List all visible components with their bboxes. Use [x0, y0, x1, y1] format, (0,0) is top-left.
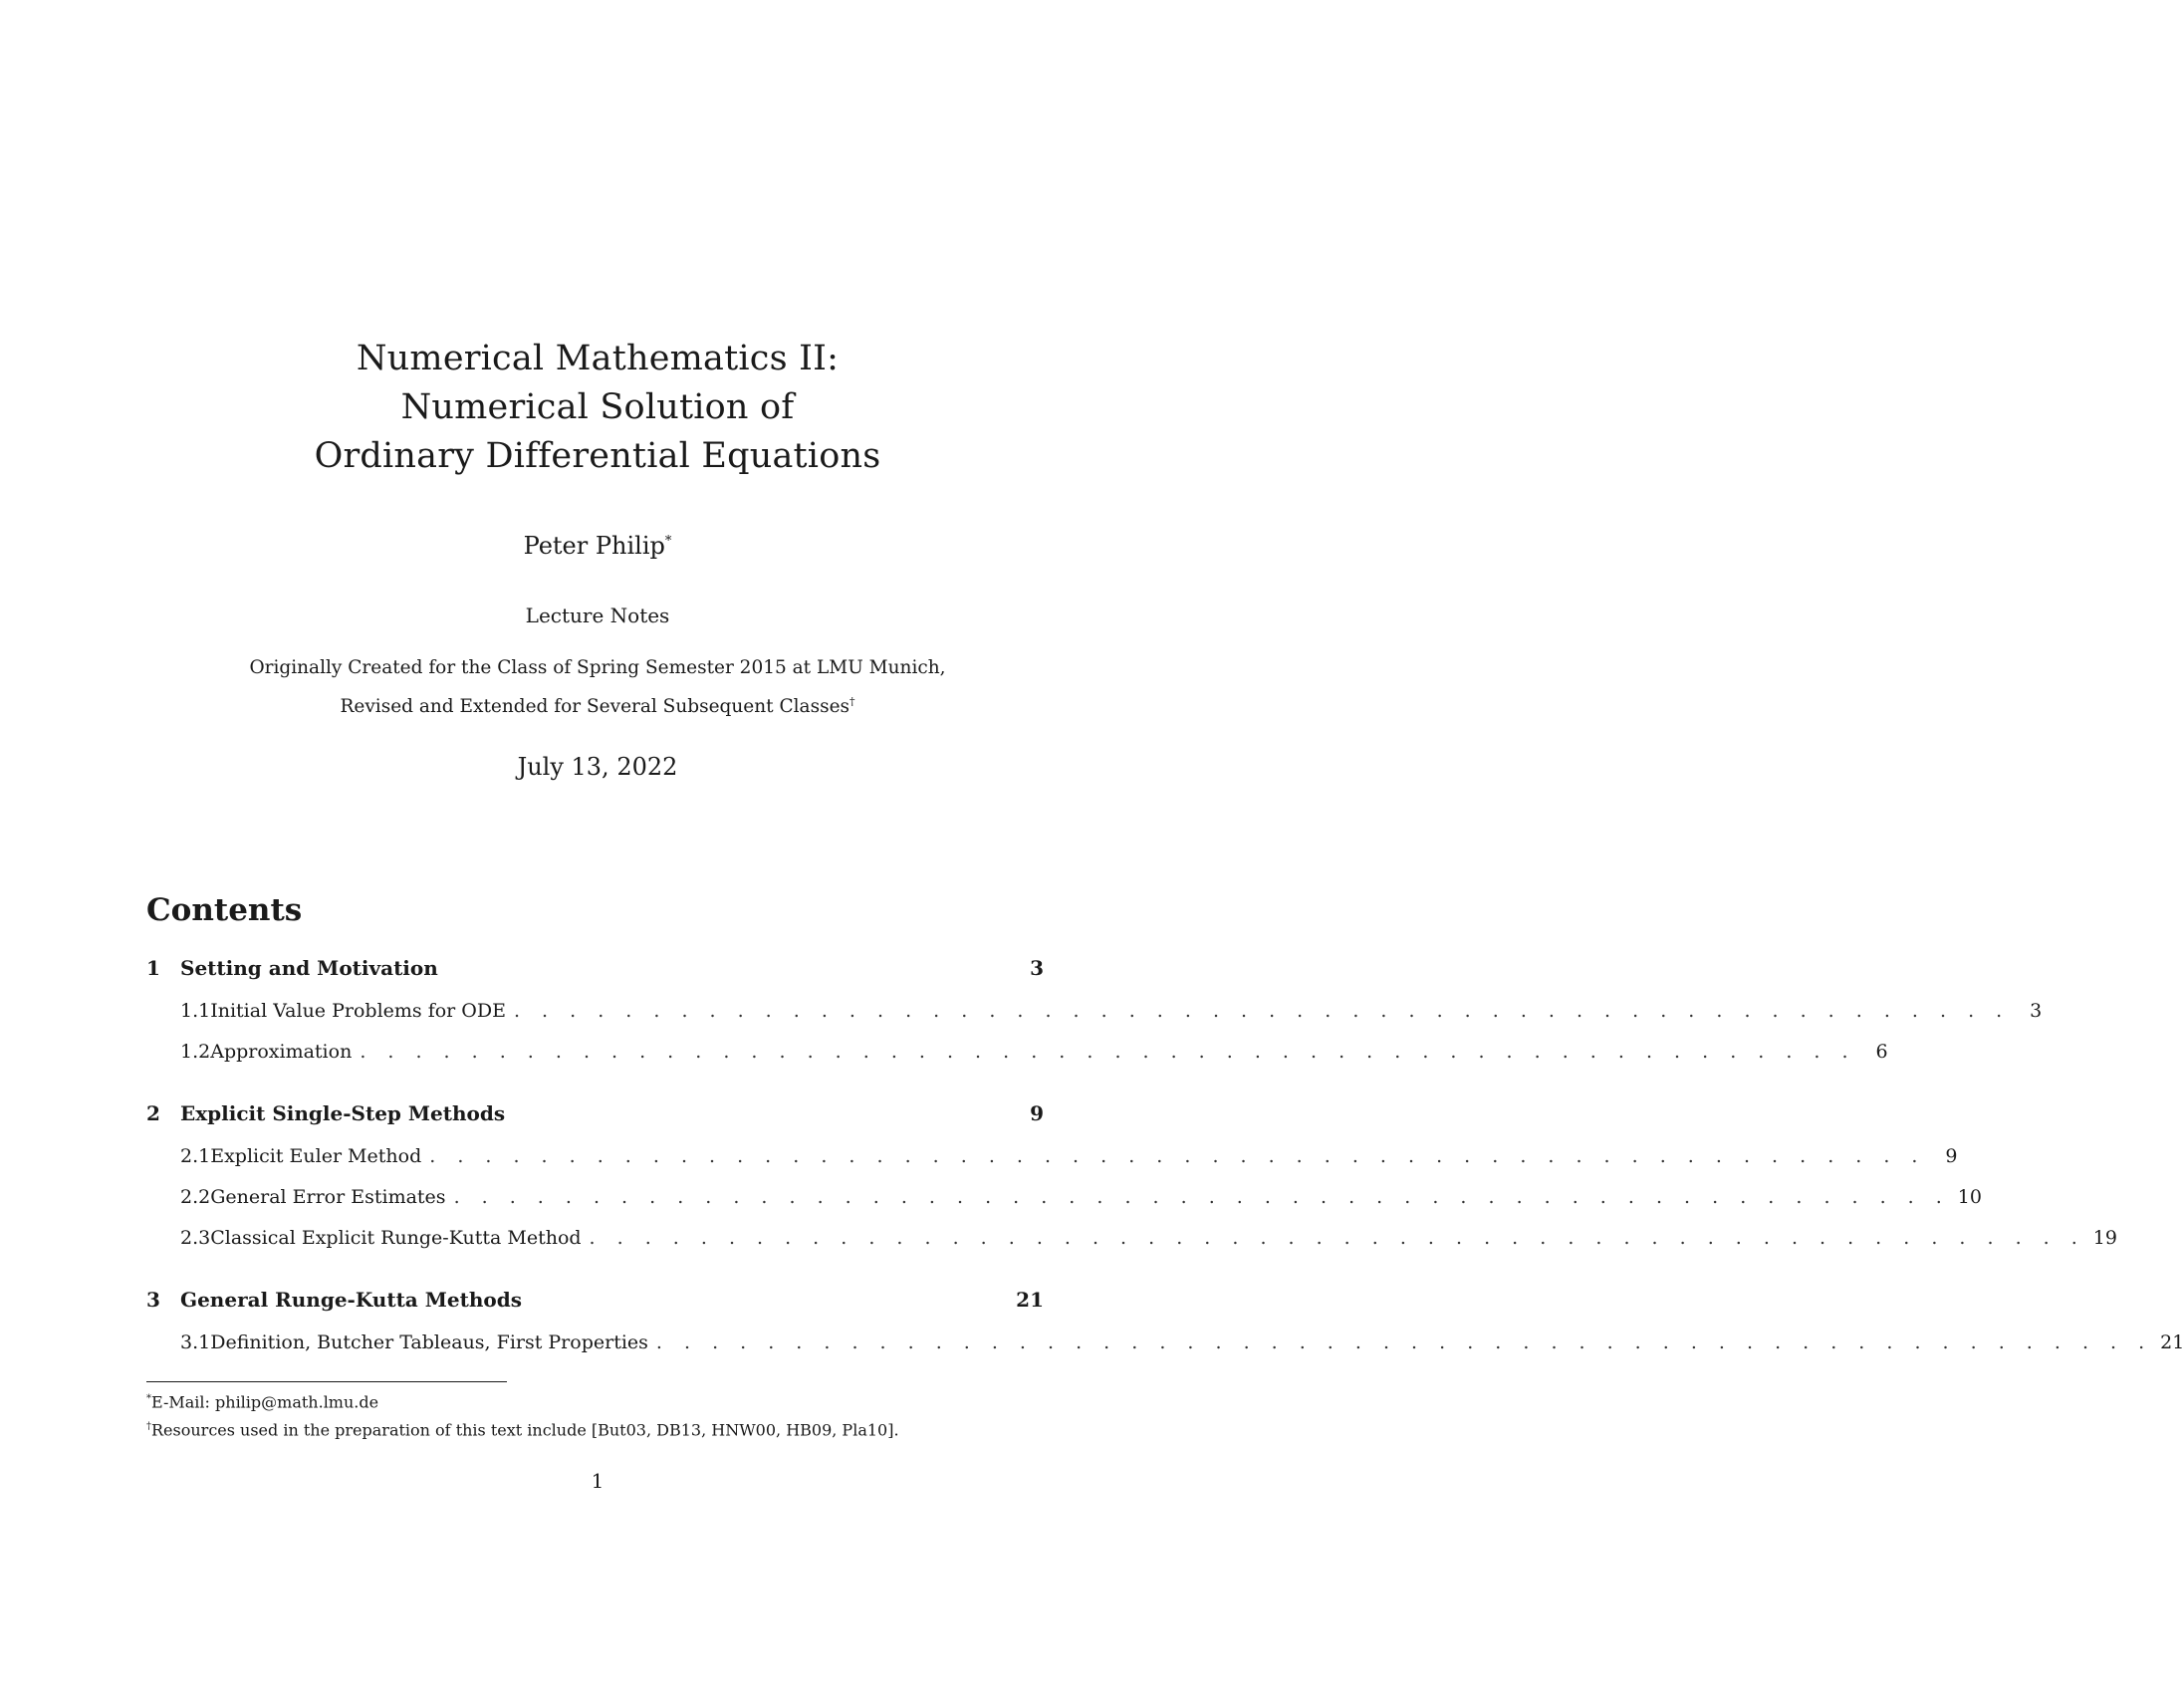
toc-subsection-title: Approximation	[210, 1041, 353, 1063]
toc-subsection-number: 2.2	[180, 1186, 211, 1208]
toc-subsection-page: 19	[2092, 1227, 2117, 1249]
footnote-resources-text: Resources used in the preparation of this text include [But03, DB13, HNW00, HB09, Pla10].	[151, 1420, 899, 1440]
document-date: July 13, 2022	[517, 753, 678, 781]
author-name: Peter Philip	[523, 532, 665, 560]
toc-subsection-number: 1.1	[180, 1000, 211, 1022]
toc-subsection-page: 6	[1875, 1041, 1888, 1063]
document-subtitle: Lecture Notes	[525, 604, 670, 627]
contents-heading: Contents	[146, 892, 303, 928]
author-footnote-mark: *	[664, 534, 672, 549]
footnotes	[146, 1386, 899, 1443]
toc-subsection-title: Explicit Euler Method	[210, 1145, 422, 1167]
toc-subsection[interactable]	[146, 1227, 2117, 1268]
toc-subsection-title: General Error Estimates	[210, 1186, 446, 1208]
toc-subsection-page: 3	[2030, 1000, 2043, 1022]
footnote-mark: *	[146, 1393, 151, 1404]
origin-line-2	[0, 685, 1195, 724]
toc-subsection[interactable]	[146, 1000, 2043, 1041]
toc-subsection-page: 9	[1945, 1145, 1958, 1167]
dot-leader: . . . . . . . . . . . . . . . . . . . . . . . . . . . . . . . . . . . . . . . . . . . . . . . . . . . . . .	[453, 1186, 1950, 1208]
toc-section-title: Explicit Single-Step Methods	[180, 1101, 506, 1125]
toc-subsection-page: 10	[1957, 1186, 1982, 1208]
toc-section-number: 1	[146, 956, 160, 980]
toc-subsection-number: 2.3	[180, 1227, 211, 1249]
toc-section[interactable]	[146, 1101, 1044, 1145]
footnote-mark: †	[146, 1421, 151, 1433]
title-line: Numerical Solution of	[400, 387, 795, 427]
dot-leader: . . . . . . . . . . . . . . . . . . . . . . . . . . . . . . . . . . . . . . . . . . . . . . . . . . . . . .	[360, 1041, 1856, 1063]
origin-line-1: Originally Created for the Class of Spring Semester 2015 at LMU Munich,	[249, 657, 946, 678]
dot-leader: . . . . . . . . . . . . . . . . . . . . . . . . . . . . . . . . . . . . . . . . . . . . . . . . . . . . . .	[655, 1331, 2153, 1353]
toc-subsection-number: 2.1	[180, 1145, 211, 1167]
toc-subsection[interactable]	[146, 1041, 1888, 1082]
toc-section[interactable]	[146, 1288, 1044, 1331]
toc-gap	[146, 1082, 1044, 1101]
toc-section-number: 3	[146, 1288, 160, 1312]
toc-subsection-page: 21	[2160, 1331, 2184, 1353]
author	[0, 532, 1195, 560]
origin-line-2-text: Revised and Extended for Several Subsequent Classes	[340, 696, 850, 718]
toc-section-title: General Runge-Kutta Methods	[180, 1288, 522, 1312]
title-line: Numerical Mathematics II:	[356, 339, 840, 378]
toc-section-page: 21	[1016, 1288, 1044, 1312]
toc-subsection-title: Initial Value Problems for ODE	[210, 1000, 506, 1022]
toc-subsection[interactable]	[146, 1145, 1958, 1186]
document-title	[0, 335, 1195, 481]
toc-subsection-title: Classical Explicit Runge-Kutta Method	[210, 1227, 582, 1249]
toc-subsection-number: 1.2	[180, 1041, 211, 1063]
toc-section-number: 2	[146, 1101, 160, 1125]
toc-section-title: Setting and Motivation	[180, 956, 438, 980]
title-line: Ordinary Differential Equations	[314, 436, 881, 476]
page-number: 1	[591, 1469, 605, 1493]
dot-leader: . . . . . . . . . . . . . . . . . . . . . . . . . . . . . . . . . . . . . . . . . . . . . . . . . . . . . .	[429, 1145, 1926, 1167]
footnote-email	[146, 1386, 899, 1414]
origin-footnote-mark: †	[849, 695, 855, 708]
toc-section-page: 9	[1030, 1101, 1044, 1125]
toc-gap	[146, 1268, 1044, 1288]
dot-leader: . . . . . . . . . . . . . . . . . . . . . . . . . . . . . . . . . . . . . . . . . . . . . . . . . . . . . .	[513, 1000, 2011, 1022]
footnote-rule	[146, 1381, 507, 1382]
toc-subsection[interactable]	[146, 1186, 1982, 1227]
toc-section-page: 3	[1030, 956, 1044, 980]
toc-subsection[interactable]	[146, 1331, 2184, 1372]
toc-section[interactable]	[146, 956, 1044, 1000]
toc-subsection-title: Definition, Butcher Tableaus, First Properties	[210, 1331, 648, 1353]
dot-leader: . . . . . . . . . . . . . . . . . . . . . . . . . . . . . . . . . . . . . . . . . . . . . . . . . . . . . .	[589, 1227, 2085, 1249]
footnote-resources	[146, 1414, 899, 1442]
toc-subsection-number: 3.1	[180, 1331, 211, 1353]
footnote-email-text: E-Mail: philip@math.lmu.de	[151, 1392, 379, 1412]
table-of-contents	[146, 956, 2184, 1372]
origin-note	[0, 651, 1195, 724]
